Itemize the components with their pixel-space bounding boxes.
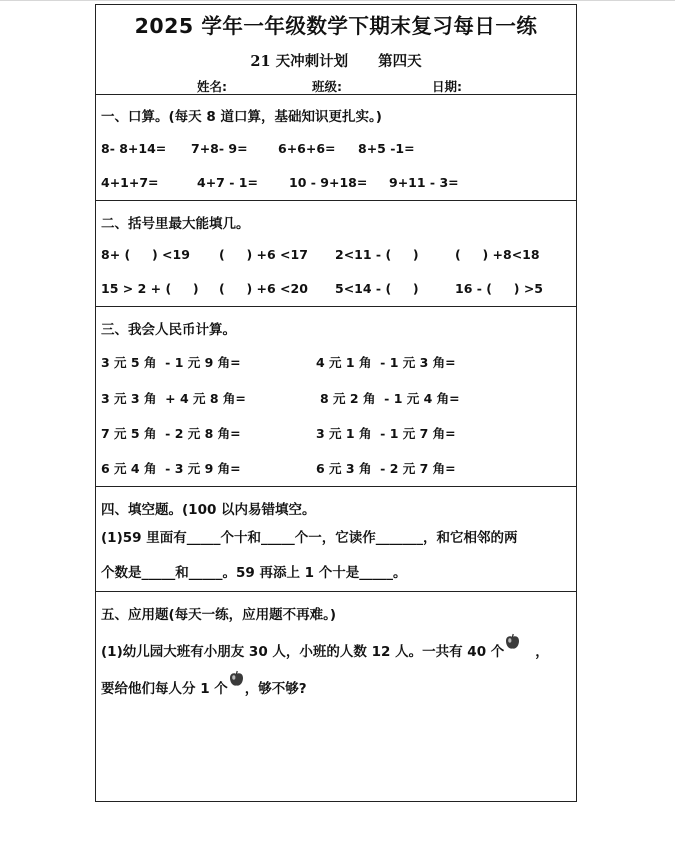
section-1-heading: 一、口算。(每天 8 道口算，基础知识更扎实。): [101, 109, 382, 125]
mental-math-row-1: [101, 141, 571, 159]
currency-row-2: [101, 389, 571, 407]
word-problem-text-4: ，够不够?: [244, 681, 307, 697]
problem: 5<14 - ( ): [335, 281, 419, 296]
problem: 6 元 3 角 - 2 元 7 角=: [316, 461, 456, 476]
problem: ( ) +8<18: [455, 247, 540, 262]
mental-math-row-2: [101, 175, 571, 193]
class-field-label: 班级:: [312, 79, 342, 94]
currency-row-1: [101, 353, 571, 371]
problem: 8 元 2 角 - 1 元 4 角=: [320, 391, 460, 406]
apple-icon: [505, 633, 520, 650]
section-2-heading: 二、括号里最大能填几。: [101, 216, 250, 232]
section-mental-math: [96, 94, 576, 201]
problem: 3 元 3 角 + 4 元 8 角=: [101, 391, 246, 406]
fill-blank-line-2: 个数是_____和_____。59 再添上 1 个十是_____。: [101, 565, 407, 581]
word-problem-text-1: (1)幼儿园大班有小朋友 30 人，小班的人数 12 人。一共有 40 个: [101, 644, 505, 660]
problem: ( ) +6 <17: [219, 247, 308, 262]
problem: 6 元 4 角 - 3 元 9 角=: [101, 461, 241, 476]
word-problem-text-3: 要给他们每人分 1 个: [101, 681, 228, 697]
fill-blank-line-1: (1)59 里面有_____个十和_____个一，它读作_______，和它相邻的两: [101, 530, 518, 546]
problem: 8- 8+14=: [101, 141, 167, 156]
fill-blank-question-1: [101, 521, 573, 591]
section-5-heading: 五、应用题(每天一练，应用题不再难。): [101, 607, 337, 623]
currency-row-4: [101, 459, 571, 477]
problem: 10 - 9+18=: [289, 175, 368, 190]
date-field-label: 日期:: [432, 79, 462, 94]
problem: 8+5 -1=: [358, 141, 415, 156]
worksheet-header: [96, 5, 576, 95]
problem: 2<11 - ( ): [335, 247, 419, 262]
name-field-label: 姓名:: [197, 79, 227, 94]
section-4-heading: 四、填空题。(100 以内易错填空。: [101, 502, 316, 518]
worksheet-title: 2025 学年一年级数学下期末复习每日一练: [134, 14, 538, 38]
problem: 3 元 1 角 - 1 元 7 角=: [316, 426, 456, 441]
section-fill-blanks: [96, 487, 576, 592]
max-fill-row-2: [101, 281, 571, 299]
worksheet: [95, 4, 577, 802]
currency-row-3: [101, 424, 571, 442]
day-label: 第四天: [378, 53, 422, 70]
worksheet-subtitle: [96, 50, 576, 71]
section-currency: [96, 307, 576, 487]
plan-label: 21 天冲刺计划: [250, 53, 349, 70]
problem: 16 - ( ) >5: [455, 281, 543, 296]
problem: 4 元 1 角 - 1 元 3 角=: [316, 355, 456, 370]
section-3-heading: 三、我会人民币计算。: [101, 322, 236, 338]
problem: 6+6+6=: [278, 141, 336, 156]
problem: 4+7 - 1=: [197, 175, 258, 190]
problem: 4+1+7=: [101, 175, 159, 190]
section-max-fill: [96, 201, 576, 307]
word-problem-1: [101, 633, 573, 707]
problem: 8+ ( ) <19: [101, 247, 190, 262]
section-word-problems: [96, 592, 576, 803]
problem: 15 > 2 + ( ): [101, 281, 199, 296]
max-fill-row-1: [101, 247, 571, 265]
problem: 7 元 5 角 - 2 元 8 角=: [101, 426, 241, 441]
apple-icon: [229, 670, 244, 687]
word-problem-text-2: ，: [535, 644, 549, 660]
problem: 3 元 5 角 - 1 元 9 角=: [101, 355, 241, 370]
problem: 9+11 - 3=: [389, 175, 459, 190]
problem: 7+8- 9=: [191, 141, 248, 156]
problem: ( ) +6 <20: [219, 281, 308, 296]
